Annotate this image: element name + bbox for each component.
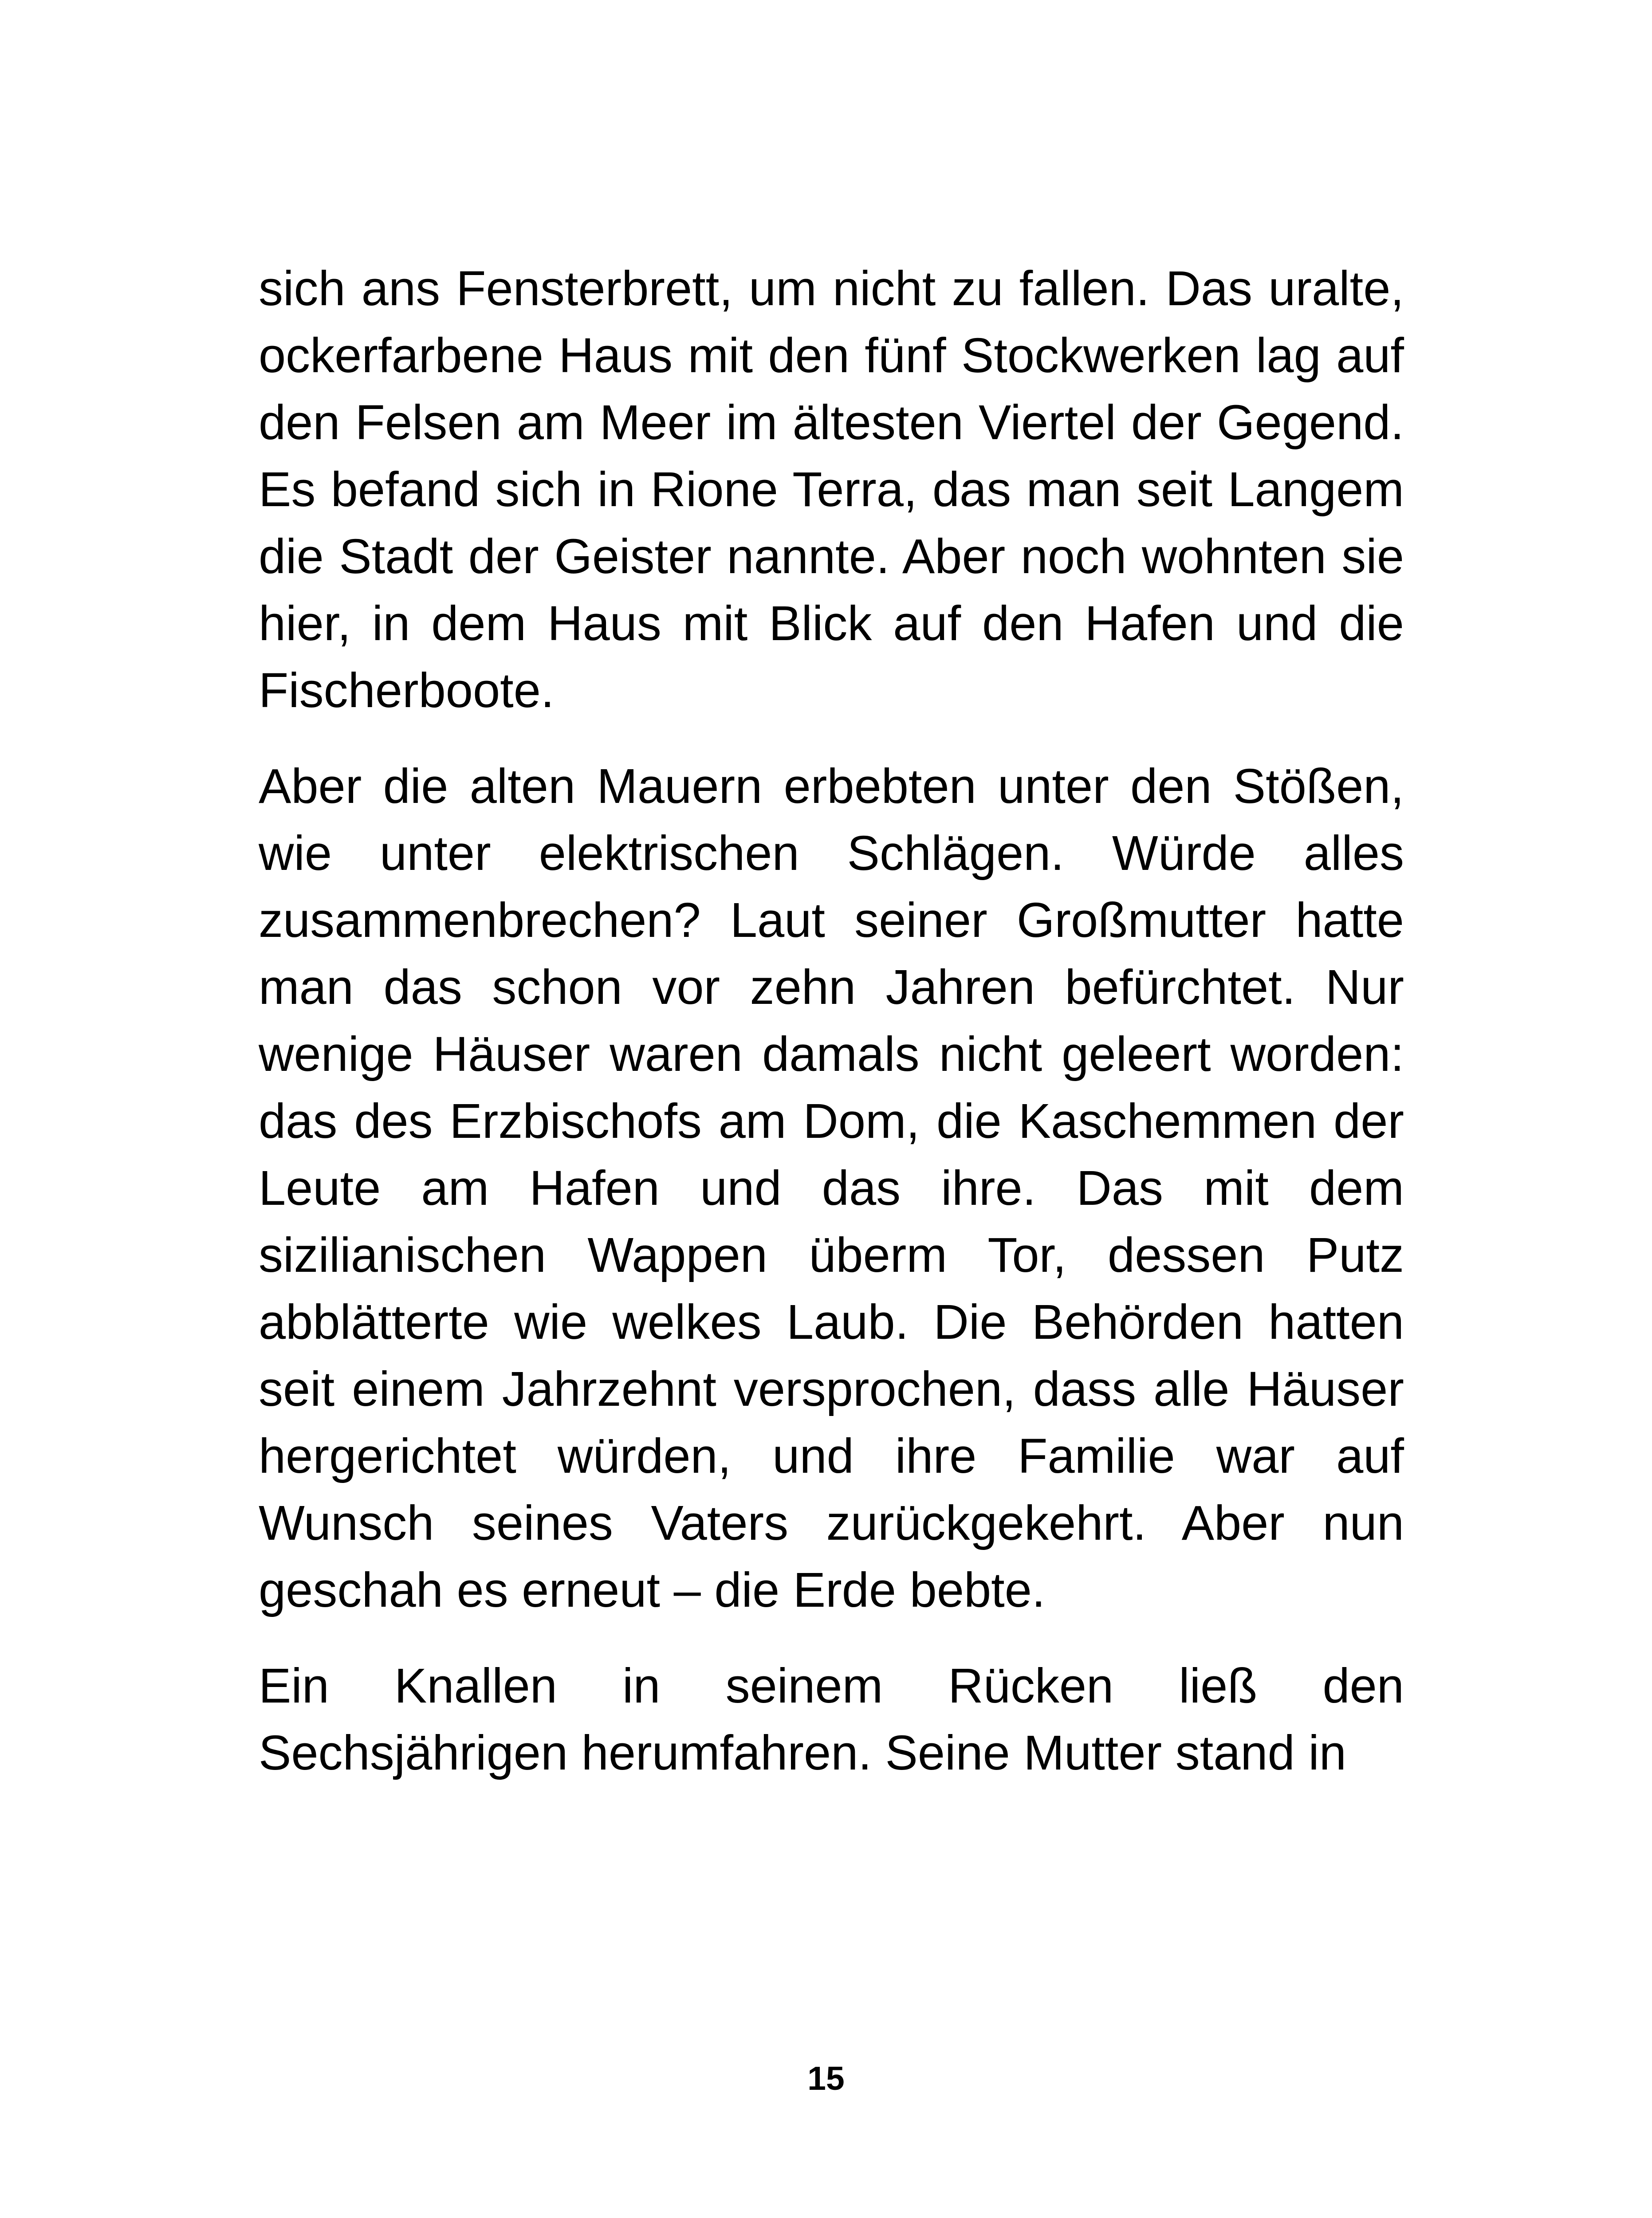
body-text xyxy=(259,255,1404,1786)
paragraph-2: Aber die alten Mauern erbebten unter den Stößen, wie unter elektrischen Schlägen. Würde alles zusammenbrechen? Laut seiner Großmutter hatte man das schon vor zehn Jahren befürchtet. Nur wenige Häuser waren damals nicht geleert worden: das des Erzbischofs am Dom, die Kaschemmen der Leute am Hafen und das ihre. Das mit dem sizilianischen Wappen überm Tor, dessen Putz abblätterte wie welkes Laub. Die Behörden hatten seit einem Jahrzehnt versprochen, dass alle Häuser hergerichtet würden, und ihre Familie war auf Wunsch seines Vaters zurückgekehrt. Aber nun geschah es erneut – die Erde bebte. xyxy=(259,759,1404,1617)
paragraph-3: Ein Knallen in seinem Rücken ließ den Sechsjährigen herumfahren. Seine Mutter stand in xyxy=(259,1659,1404,1780)
page-number: 15 xyxy=(807,2060,845,2097)
paragraph-1: sich ans Fensterbrett, um nicht zu fallen. Das uralte, ockerfarbene Haus mit den fünf Stockwerken lag auf den Felsen am Meer im ältesten Viertel der Gegend. Es befand sich in Rione Terra, das man seit Langem die Stadt der Geister nannte. Aber noch wohnten sie hier, in dem Haus mit Blick auf den Hafen und die Fischerboote. xyxy=(259,261,1404,718)
